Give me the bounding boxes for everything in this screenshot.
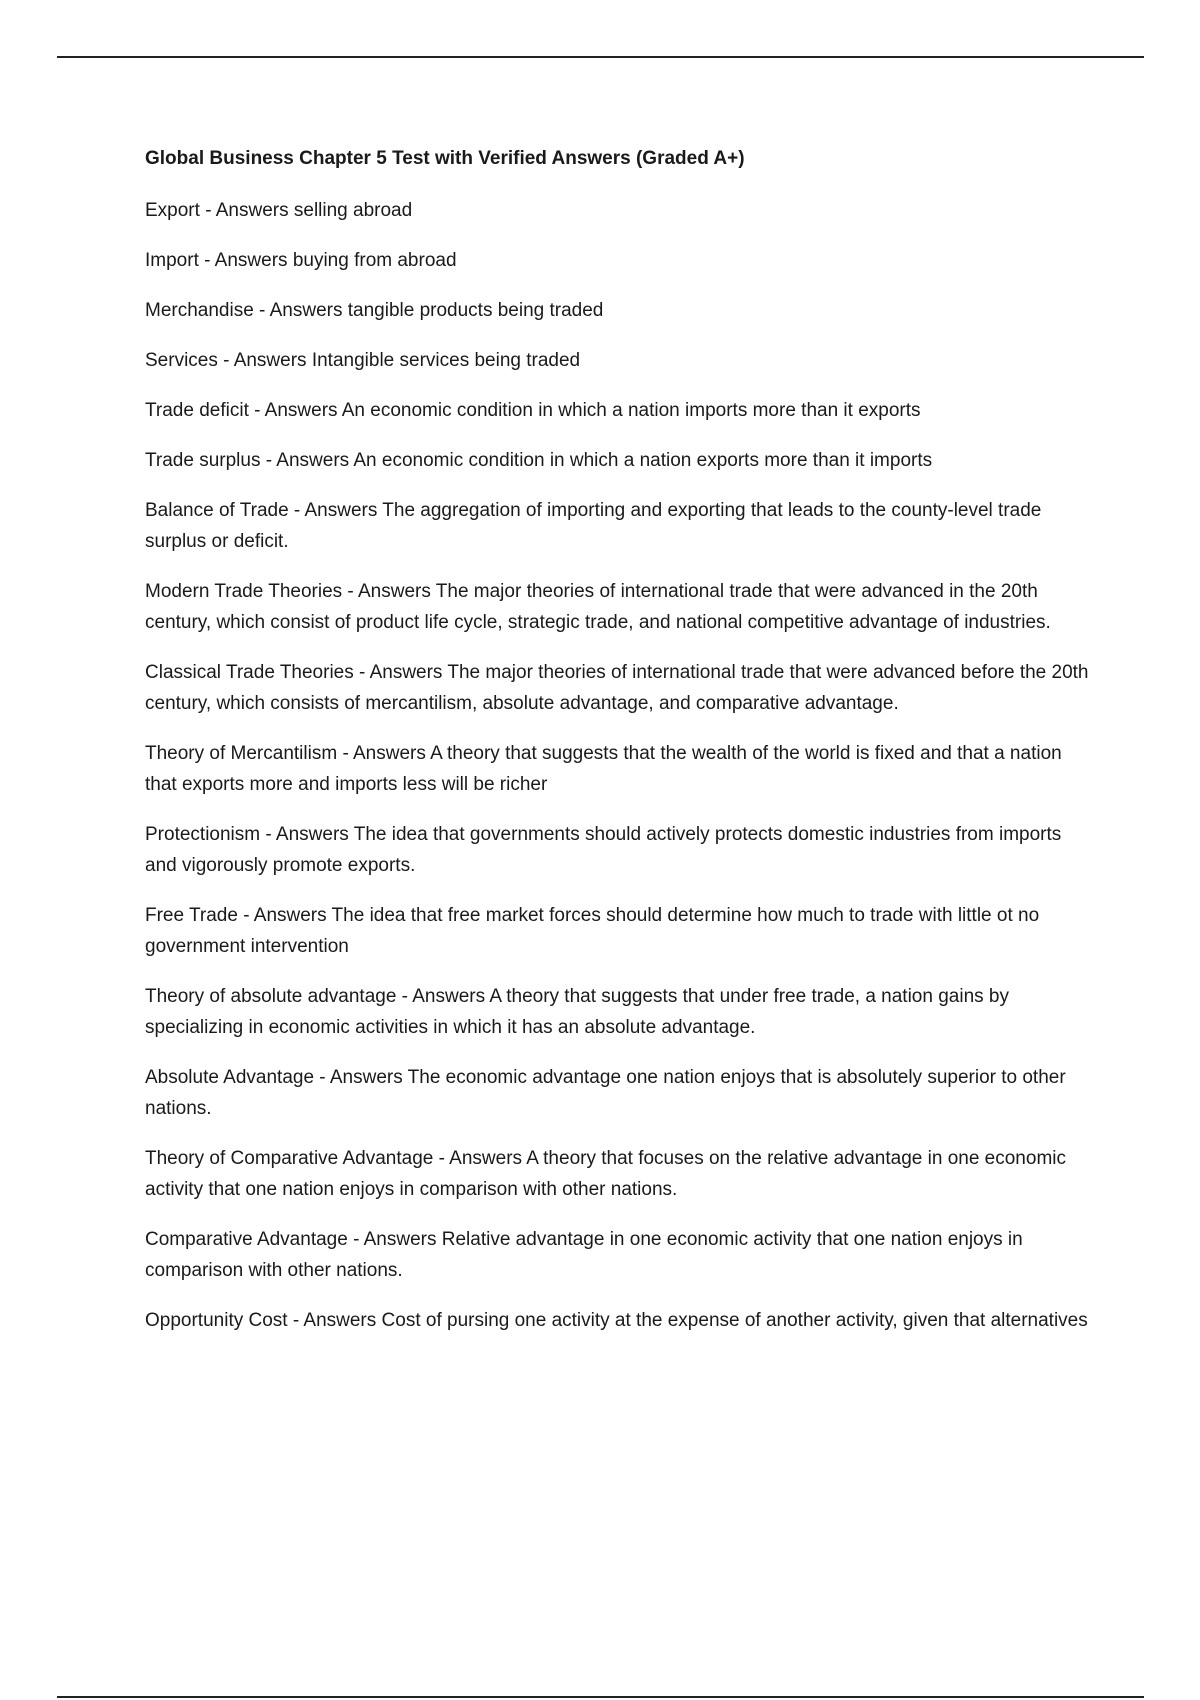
- qa-item-theory-of-absolute-advantage: Theory of absolute advantage - Answers A theory that suggests that under free trade, a nation gains by specializing in economic activities in which it has an absolute advantage.: [145, 986, 1009, 1038]
- document-body: [145, 145, 1095, 1355]
- qa-item-theory-of-comparative-advantage: Theory of Comparative Advantage - Answers A theory that focuses on the relative advantage in one economic activity that one nation enjoys in comparison with other nations.: [145, 1148, 1066, 1200]
- qa-item-import: Import - Answers buying from abroad: [145, 250, 457, 271]
- qa-item-balance-of-trade: Balance of Trade - Answers The aggregation of importing and exporting that leads to the county-level trade surplus or deficit.: [145, 500, 1042, 552]
- document-title: Global Business Chapter 5 Test with Verified Answers (Graded A+): [145, 148, 745, 169]
- qa-item-opportunity-cost: Opportunity Cost - Answers Cost of pursing one activity at the expense of another activity, given that alternatives: [145, 1310, 1088, 1331]
- header-divider: [57, 56, 1144, 58]
- qa-item-export: Export - Answers selling abroad: [145, 200, 413, 221]
- qa-item-absolute-advantage: Absolute Advantage - Answers The economic advantage one nation enjoys that is absolutely superior to other nations.: [145, 1067, 1066, 1119]
- qa-item-protectionism: Protectionism - Answers The idea that governments should actively protects domestic industries from imports and vigorously promote exports.: [145, 824, 1062, 876]
- qa-item-services: Services - Answers Intangible services being traded: [145, 350, 581, 371]
- footer-divider: [57, 1696, 1144, 1698]
- qa-item-comparative-advantage: Comparative Advantage - Answers Relative advantage in one economic activity that one nation enjoys in comparison with other nations.: [145, 1229, 1023, 1281]
- qa-item-trade-deficit: Trade deficit - Answers An economic condition in which a nation imports more than it exports: [145, 400, 921, 421]
- qa-item-free-trade: Free Trade - Answers The idea that free market forces should determine how much to trade with little ot no government intervention: [145, 905, 1040, 957]
- qa-list: [145, 195, 1095, 1336]
- qa-item-merchandise: Merchandise - Answers tangible products being traded: [145, 300, 604, 321]
- qa-item-modern-trade-theories: Modern Trade Theories - Answers The major theories of international trade that were advanced in the 20th century, which consist of product life cycle, strategic trade, and national competitive advantage of industries.: [145, 581, 1051, 633]
- qa-item-trade-surplus: Trade surplus - Answers An economic condition in which a nation exports more than it imports: [145, 450, 933, 471]
- qa-item-theory-of-mercantilism: Theory of Mercantilism - Answers A theory that suggests that the wealth of the world is fixed and that a nation that exports more and imports less will be richer: [145, 743, 1062, 795]
- qa-item-classical-trade-theories: Classical Trade Theories - Answers The major theories of international trade that were advanced before the 20th century, which consists of mercantilism, absolute advantage, and comparative advantage.: [145, 662, 1089, 714]
